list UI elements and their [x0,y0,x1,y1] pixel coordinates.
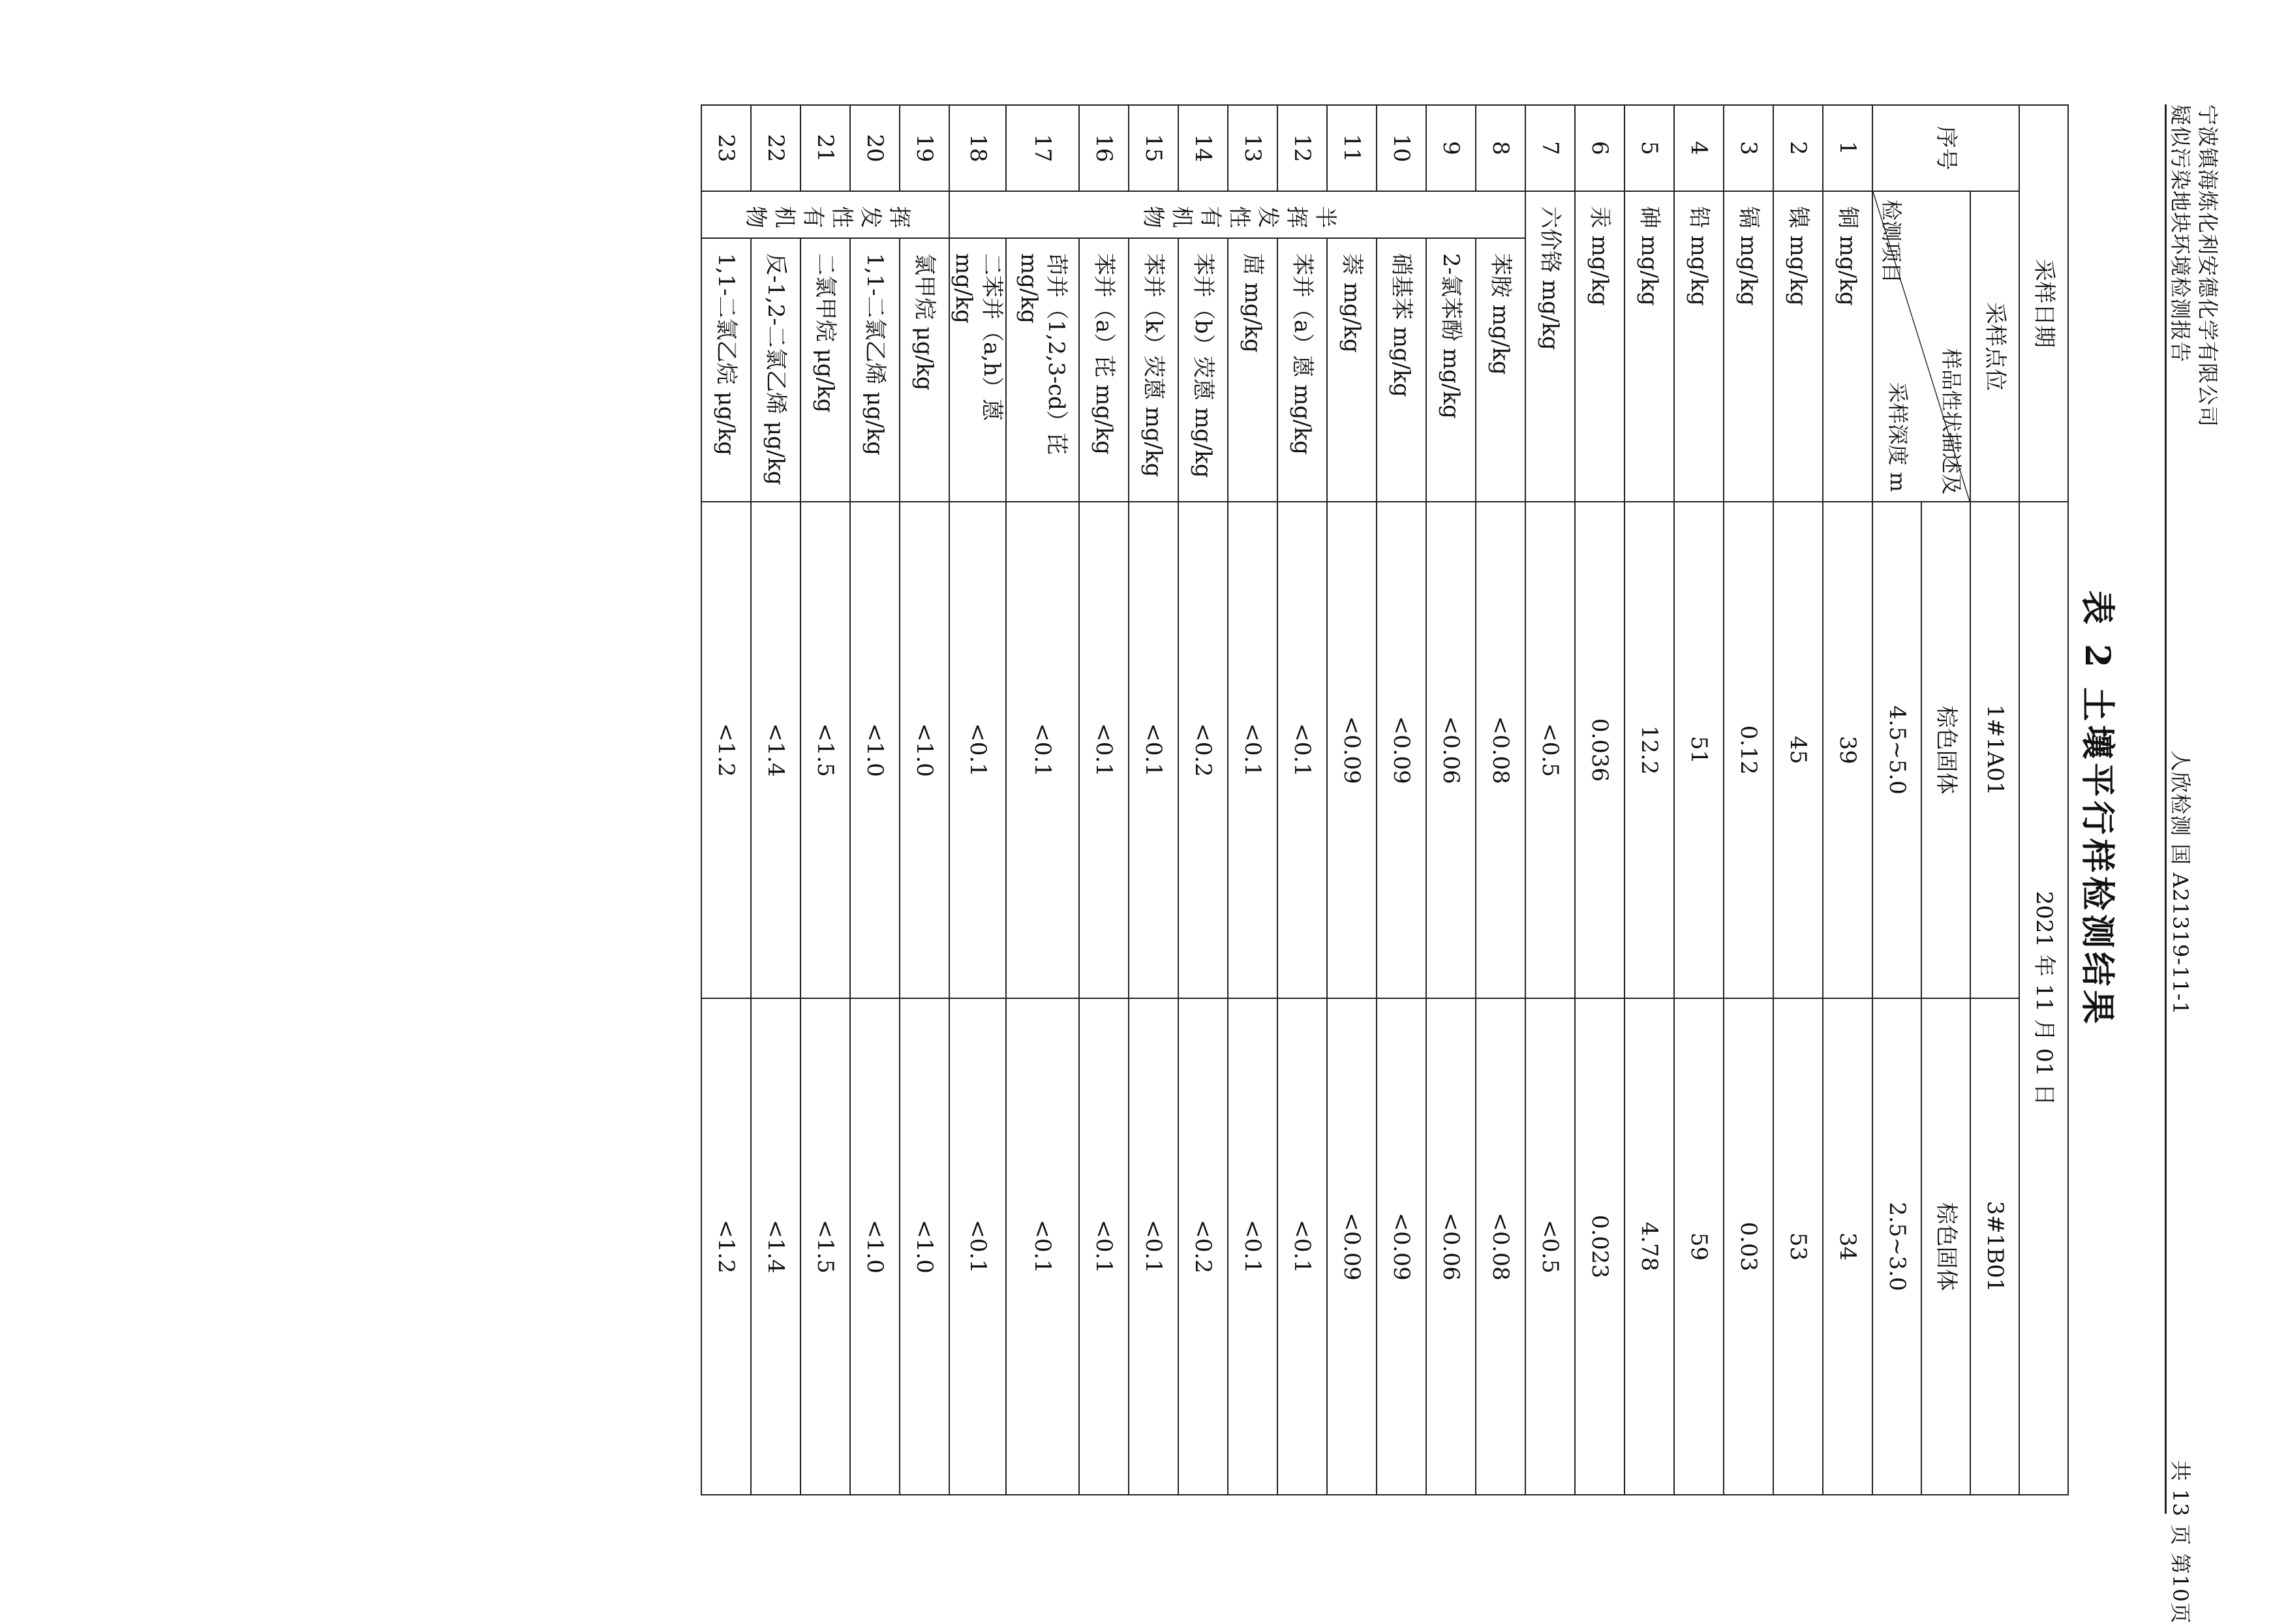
row-value-2: <1.4 [751,998,801,1495]
row-item: 2-氯苯酚 mg/kg [1426,238,1476,502]
table-row [1525,105,1575,1495]
row-number: 19 [900,105,949,191]
row-item: 氯甲烷 μg/kg [900,238,949,502]
row-number: 12 [1277,105,1327,191]
row-item: 砷 mg/kg [1624,191,1674,502]
category-voc: 挥发性有机物 [701,191,949,238]
table-row [1476,105,1525,1495]
row-item: 铜 mg/kg [1823,191,1872,502]
row-value-1: 0.12 [1724,502,1773,998]
row-value-1: <0.1 [1228,502,1277,998]
row-value-1: <1.4 [751,502,801,998]
row-number: 22 [751,105,801,191]
row-value-2: <0.08 [1476,998,1525,1495]
row-number: 13 [1228,105,1277,191]
row-value-2: <0.09 [1327,998,1377,1495]
row-value-1: <0.1 [1277,502,1327,998]
row-item: 苯并（k）荧蒽 mg/kg [1129,238,1178,502]
row-value-2: <1.5 [801,998,850,1495]
row-value-1: 12.2 [1624,502,1674,998]
row-number: 4 [1674,105,1724,191]
sample-depth-1: 4.5~5.0 [1872,502,1921,998]
table-row [801,105,850,1495]
row-value-2: <0.1 [1129,998,1178,1495]
header-row-desc [1921,105,1970,1495]
row-item: 铅 mg/kg [1674,191,1724,502]
table-row [1277,105,1327,1495]
table-row [1773,105,1823,1495]
header-row-point [1970,105,2019,1495]
sample-desc-2: 棕色固体 [1921,998,1970,1495]
row-value-1: <0.1 [1079,502,1129,998]
page-info: 共 13 页 第10页 [2168,1460,2193,1624]
row-value-2: <0.1 [1277,998,1327,1495]
row-value-1: <0.1 [1129,502,1178,998]
row-value-2: <1.0 [900,998,949,1495]
row-value-2: <0.09 [1377,998,1426,1495]
row-value-2: 0.023 [1575,998,1624,1495]
row-value-1: <0.08 [1476,502,1525,998]
row-value-2: 4.78 [1624,998,1674,1495]
row-value-1: <0.5 [1525,502,1575,998]
row-item: 二氯甲烷 μg/kg [801,238,850,502]
row-item: 1,1-二氯乙烷 μg/kg [701,238,751,502]
table-row [1575,105,1624,1495]
row-item: 苯并（a）蒽 mg/kg [1277,238,1327,502]
row-value-2: 59 [1674,998,1724,1495]
row-value-1: 39 [1823,502,1872,998]
table-row [1823,105,1872,1495]
table-row [1327,105,1377,1495]
table-row [751,105,801,1495]
table-row [1624,105,1674,1495]
row-value-2: <0.2 [1178,998,1228,1495]
row-number: 1 [1823,105,1872,191]
row-item: 苯并（a）芘 mg/kg [1079,238,1129,502]
table-row [1006,105,1079,1495]
row-value-2: <0.1 [1228,998,1277,1495]
row-value-1: <1.5 [801,502,850,998]
row-number: 17 [1006,105,1079,191]
row-item: 茚并（1,2,3-cd）芘 mg/kg [1006,238,1079,502]
table-row [1377,105,1426,1495]
row-number: 20 [850,105,900,191]
row-number: 5 [1624,105,1674,191]
sample-desc-label: 样品性状描述及 [1939,348,1964,495]
table-row [701,105,751,1495]
row-item: 1,1-二氯乙烯 μg/kg [850,238,900,502]
table-row [1426,105,1476,1495]
row-value-2: <0.1 [1079,998,1129,1495]
results-table [701,104,2069,1495]
row-value-1: <0.1 [949,502,1006,998]
item-label: 检测项目 [1879,200,1904,284]
row-value-2: <0.1 [1006,998,1079,1495]
row-item: 苯并（b）荧蒽 mg/kg [1178,238,1228,502]
category-svoc: 半挥发性有机物 [949,191,1525,238]
row-item: 萘 mg/kg [1327,238,1377,502]
seq-header: 序号 [1872,105,2019,191]
header-rule [2165,104,2167,1514]
header-diagonal-cell [1872,191,1970,502]
row-number: 16 [1079,105,1129,191]
sampling-date-label: 采样日期 [2019,105,2068,502]
row-item: 六价铬 mg/kg [1525,191,1575,502]
row-value-2: 34 [1823,998,1872,1495]
row-value-1: <1.2 [701,502,751,998]
row-item: 二苯并（a,h）蒽 mg/kg [949,238,1006,502]
table-row [1228,105,1277,1495]
table-row [1178,105,1228,1495]
row-value-1: <1.0 [900,502,949,998]
row-number: 14 [1178,105,1228,191]
row-value-1: 0.036 [1575,502,1624,998]
row-number: 2 [1773,105,1823,191]
table-row [900,105,949,1495]
row-item: 䓛 mg/kg [1228,238,1277,502]
table-title: 表 2 土壤平行样检测结果 [2077,590,2117,1028]
row-value-1: <0.06 [1426,502,1476,998]
sample-depth-2: 2.5~3.0 [1872,998,1921,1495]
table-row [1674,105,1724,1495]
row-number: 21 [801,105,850,191]
row-value-1: <0.1 [1006,502,1079,998]
row-number: 7 [1525,105,1575,191]
table-row [1724,105,1773,1495]
row-value-2: <0.1 [949,998,1006,1495]
row-value-1: 51 [1674,502,1724,998]
row-value-2: <0.06 [1426,998,1476,1495]
row-number: 11 [1327,105,1377,191]
row-value-1: <1.0 [850,502,900,998]
row-number: 18 [949,105,1006,191]
table-row [949,105,1006,1495]
company-name: 宁波镇海炼化利安德化学有限公司 [2195,104,2220,428]
sampling-point-label: 采样点位 [1970,191,2019,502]
row-value-2: <0.5 [1525,998,1575,1495]
sample-desc-1: 棕色固体 [1921,502,1970,998]
row-number: 23 [701,105,751,191]
table-row [1079,105,1129,1495]
report-code: 人欣检测 国 A21319-11-1 [2168,750,2193,1015]
row-item: 镉 mg/kg [1724,191,1773,502]
row-value-2: <1.0 [850,998,900,1495]
row-item: 反-1,2-二氯乙烯 μg/kg [751,238,801,502]
row-value-2: 53 [1773,998,1823,1495]
row-number: 3 [1724,105,1773,191]
row-item: 苯胺 mg/kg [1476,238,1525,502]
row-value-2: <1.2 [701,998,751,1495]
row-value-1: <0.09 [1327,502,1377,998]
row-number: 10 [1377,105,1426,191]
row-value-2: 0.03 [1724,998,1773,1495]
row-number: 8 [1476,105,1525,191]
row-item: 硝基苯 mg/kg [1377,238,1426,502]
row-number: 9 [1426,105,1476,191]
row-item: 镍 mg/kg [1773,191,1823,502]
row-number: 6 [1575,105,1624,191]
row-item: 汞 mg/kg [1575,191,1624,502]
sample-depth-label: 采样深度 m [1885,382,1910,492]
sample-point-1: 1#1A01 [1970,502,2019,998]
report-title: 疑似污染地块环境检测报告 [2168,104,2193,363]
row-value-1: <0.2 [1178,502,1228,998]
row-number: 15 [1129,105,1178,191]
sample-point-2: 3#1B01 [1970,998,2019,1495]
header-row-date [2019,105,2068,1495]
sampling-date: 2021 年 11 月 01 日 [2019,502,2068,1495]
table-row [1129,105,1178,1495]
table-row [850,105,900,1495]
row-value-1: 45 [1773,502,1823,998]
row-value-1: <0.09 [1377,502,1426,998]
